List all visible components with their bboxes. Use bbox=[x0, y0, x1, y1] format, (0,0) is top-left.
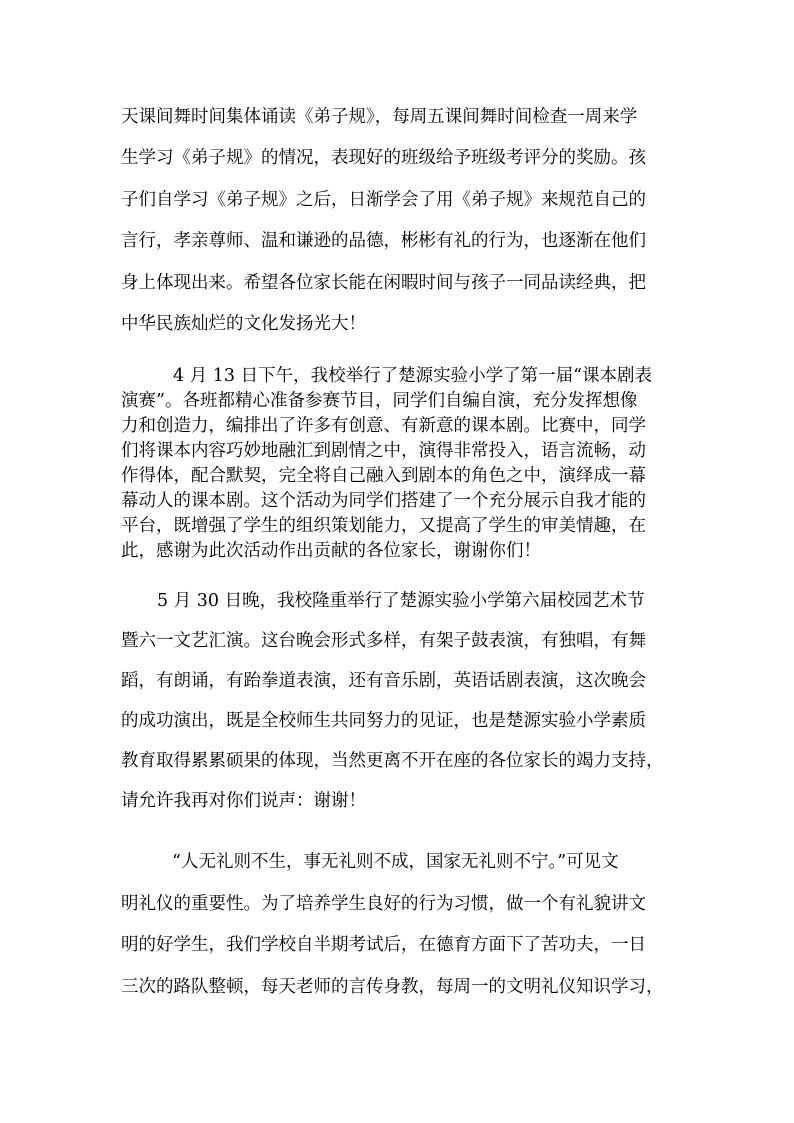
paragraph-line bbox=[0, 749, 794, 773]
text-line: 暨六一文艺汇演。这台晚会形式多样，有架子鼓表演，有独唱，有舞 bbox=[121, 631, 646, 651]
text-line: 言行，孝亲尊师、温和谦逊的品德，彬彬有礼的行为，也逐渐在他们 bbox=[121, 231, 646, 251]
paragraph-line bbox=[0, 364, 794, 388]
paragraph-line bbox=[0, 439, 794, 463]
text-line: 生学习《弟子规》的情况，表现好的班级给予班级考评分的奖励。孩 bbox=[121, 148, 646, 168]
paragraph-line bbox=[0, 514, 794, 538]
text-line: 们将课本内容巧妙地融汇到剧情之中，演得非常投入，语言流畅，动 bbox=[121, 441, 646, 461]
paragraph-line bbox=[0, 271, 794, 295]
text-line: 明的好学生，我们学校自半期考试后，在德育方面下了苦功夫，一日 bbox=[121, 935, 646, 955]
text-line: 三次的路队整顿，每天老师的言传身教，每周一的文明礼仪知识学习， bbox=[121, 977, 664, 997]
paragraph-line bbox=[0, 975, 794, 999]
text-line: 中华民族灿烂的文化发扬光大！ bbox=[121, 314, 366, 334]
paragraph-line bbox=[0, 629, 794, 653]
text-line: 力和创造力，编排出了许多有创意、有新意的课本剧。比赛中，同学 bbox=[121, 416, 646, 436]
paragraph-line bbox=[0, 188, 794, 212]
text-line: 明礼仪的重要性。为了培养学生良好的行为习惯，做一个有礼貌讲文 bbox=[121, 894, 646, 914]
text-line: 请允许我再对你们说声：谢谢！ bbox=[121, 791, 366, 811]
text-line: 天课间舞时间集体诵读《弟子规》，每周五课间舞时间检查一周来学 bbox=[121, 107, 638, 127]
paragraph-line bbox=[0, 414, 794, 438]
paragraph-line bbox=[0, 933, 794, 957]
paragraph-line bbox=[0, 850, 794, 874]
paragraph-line bbox=[0, 229, 794, 253]
text-line: 蹈，有朗诵，有跆拳道表演，还有音乐剧，英语话剧表演，这次晚会 bbox=[121, 671, 646, 691]
text-line: 的成功演出，既是全校师生共同努力的见证，也是楚源实验小学素质 bbox=[121, 711, 646, 731]
text-line: 此，感谢为此次活动作出贡献的各位家长，谢谢你们！ bbox=[121, 541, 541, 561]
paragraph-line bbox=[0, 709, 794, 733]
paragraph-line bbox=[0, 464, 794, 488]
paragraph-line bbox=[0, 146, 794, 170]
paragraph-line bbox=[0, 539, 794, 563]
text-line: 幕动人的课本剧。这个活动为同学们搭建了一个充分展示自我才能的 bbox=[121, 491, 646, 511]
paragraph-line bbox=[0, 589, 794, 613]
paragraph-line bbox=[0, 105, 794, 129]
text-line: 5 月 30 日晚，我校隆重举行了楚源实验小学第六届校园艺术节 bbox=[157, 591, 645, 611]
paragraph-line bbox=[0, 669, 794, 693]
text-line: 作得体，配合默契，完全将自己融入到剧本的角色之中，演绎成一幕 bbox=[121, 466, 646, 486]
paragraph-line bbox=[0, 489, 794, 513]
text-line: 演赛”。各班都精心准备参赛节目，同学们自编自演，充分发挥想像 bbox=[121, 391, 638, 411]
text-line: 平台，既增强了学生的组织策划能力，又提高了学生的审美情趣，在 bbox=[121, 516, 646, 536]
text-line: 教育取得累累硕果的体现，当然更离不开在座的各位家长的竭力支持， bbox=[121, 751, 664, 771]
paragraph-line bbox=[0, 789, 794, 813]
paragraph-line bbox=[0, 389, 794, 413]
text-line: “人无礼则不生，事无礼则不成，国家无礼则不宁。”可见文 bbox=[172, 852, 619, 872]
text-line: 4 月 13 日下午，我校举行了楚源实验小学了第一届“课本剧表 bbox=[173, 366, 653, 386]
paragraph-line bbox=[0, 892, 794, 916]
text-line: 身上体现出来。希望各位家长能在闲暇时间与孩子一同品读经典，把 bbox=[121, 273, 646, 293]
paragraph-line bbox=[0, 312, 794, 336]
text-line: 子们自学习《弟子规》之后，日渐学会了用《弟子规》来规范自己的 bbox=[121, 190, 646, 210]
